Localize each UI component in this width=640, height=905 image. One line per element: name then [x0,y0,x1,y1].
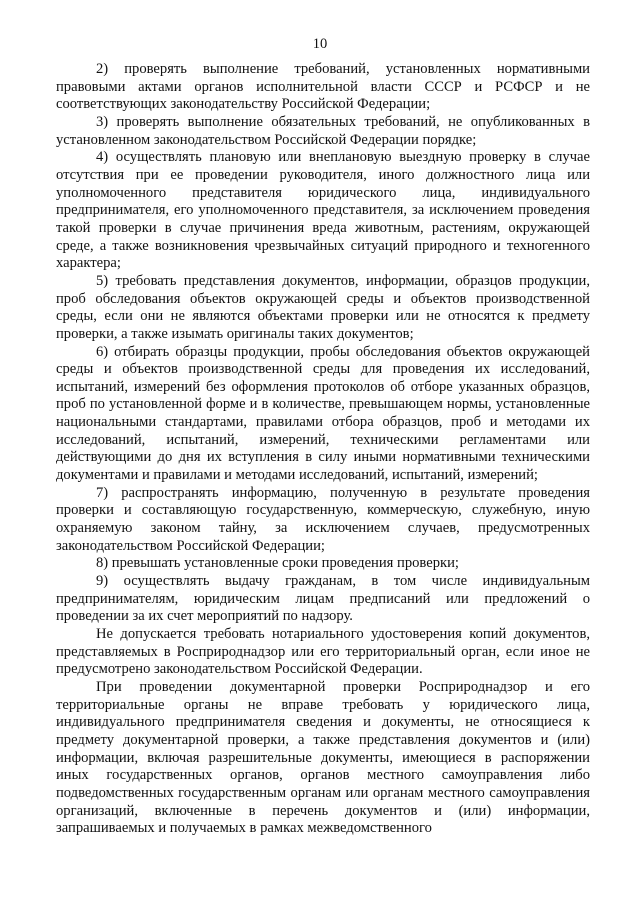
paragraph-item-9: 9) осуществлять выдачу гражданам, в том числе индивидуальным предпринимателям, юридическим лицам предписаний или предложений о проведении за их счет мероприятий по надзору. [56,573,590,625]
page-number: 10 [312,36,328,52]
paragraph-item-8: 8) превышать установленные сроки проведения проверки; [96,555,459,572]
paragraph-item-5: 5) требовать представления документов, информации, образцов продукции, проб обследования объектов окружающей среды и объектов производственной среды, если они не являются объектами проверки или не относятся к предмету проверки, а также изымать оригиналы таких документов; [56,272,590,342]
paragraph-item-7: 7) распространять информацию, полученную в результате проведения проверки и составляющую государственную, коммерческую, служебную, иную охраняемую законом тайну, за исключением случаев, предусмотренных законодательством Российской Федерации; [56,484,590,554]
paragraph-item-4: 4) осуществлять плановую или внеплановую выездную проверку в случае отсутствия при ее проведении руководителя, иного должностного лица или уполномоченного представителя юридического лица, индивидуального предпринимателя, его уполномоченного представителя, за исключением проведения такой проверки в случае причинения вреда животным, растениям, окружающей среде, а также возникновения чрезвычайных ситуаций природного и техногенного характера; [56,149,590,272]
paragraph-item-3: 3) проверять выполнение обязательных требований, не опубликованных в установленном законодательством Российской Федерации порядке; [56,113,590,148]
paragraph-documentary-check: При проведении документарной проверки Росприроднадзор и его территориальные органы не вправе требовать у юридического лица, индивидуального предпринимателя сведения и документы, не относящиеся к предмету документарной проверки, а также представления документов и (или) информации, включая разрешительные документы, имеющиеся в распоряжении иных государственных органов, органов местного самоуправления либо подведомственных государственным органам или органам местного самоуправления организаций, включенные в перечень документов и (или) информации, запрашиваемых и получаемых в рамках межведомственного [56,678,590,837]
document-body [56,61,590,838]
paragraph-item-6: 6) отбирать образцы продукции, пробы обследования объектов окружающей среды и объектов производственной среды для проведения их исследований, испытаний, измерений без оформления протоколов об отборе указанных образцов, проб по установленной форме и в количестве, превышающем нормы, установленные национальными стандартами, правилами отбора образцов, проб и методами их исследований, испытаний, измерений, техническими регламентами или действующими до дня их вступления в силу иными нормативными техническими документами и правилами и методами исследований, испытаний, измерений; [56,343,590,484]
paragraph-item-2: 2) проверять выполнение требований, установленных нормативными правовыми актами органов исполнительной власти СССР и РСФСР и не соответствующих законодательству Российской Федерации; [56,61,590,113]
paragraph-notary-copies: Не допускается требовать нотариального удостоверения копий документов, представляемых в Росприроднадзор или его территориальный орган, если иное не предусмотрено законодательством Российской Федерации. [56,626,590,678]
